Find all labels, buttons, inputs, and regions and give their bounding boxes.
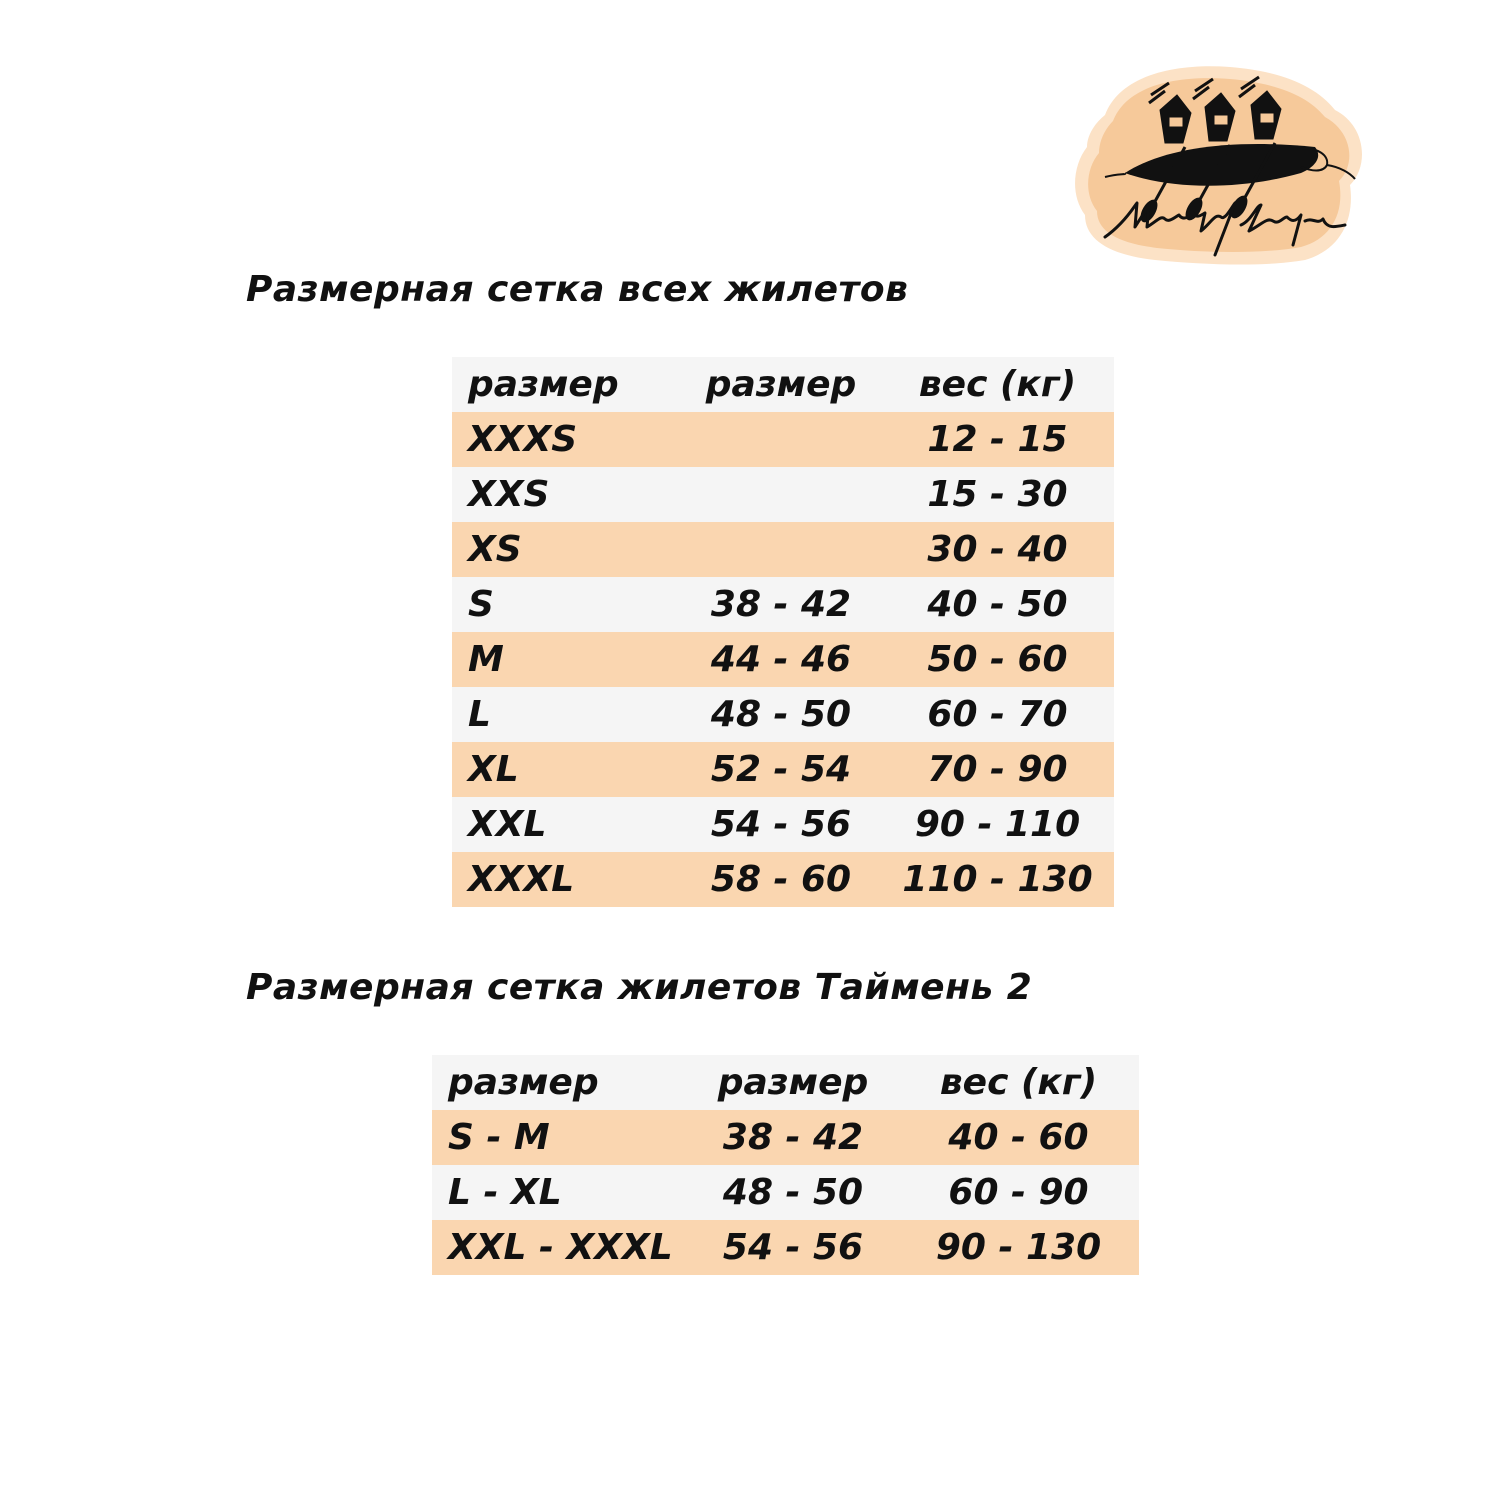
cell-size-number: 54 - 56 — [710, 804, 852, 845]
header-size-letter: размер — [468, 364, 619, 405]
table-row — [452, 467, 1114, 522]
cell-size-letter: XS — [468, 529, 522, 570]
cell-size-number: 38 - 42 — [710, 584, 852, 625]
cell-weight: 40 - 60 — [948, 1117, 1089, 1158]
cell-size-letter: S - M — [448, 1117, 550, 1158]
header-size-letter: размер — [448, 1062, 599, 1103]
header-size-number: размер — [705, 364, 857, 405]
cell-weight: 30 - 40 — [927, 529, 1068, 570]
brand-logo — [1065, 55, 1370, 270]
table-header-row — [452, 357, 1114, 412]
cell-size-number: 44 - 46 — [710, 639, 852, 680]
cell-size-number: 48 - 50 — [710, 694, 852, 735]
cell-weight: 70 - 90 — [927, 749, 1068, 790]
cell-size-letter: L - XL — [448, 1172, 562, 1213]
size-chart-all-vests — [452, 357, 1114, 907]
cell-weight: 50 - 60 — [927, 639, 1068, 680]
cell-size-number: 54 - 56 — [722, 1227, 864, 1268]
cell-size-letter: S — [468, 584, 494, 625]
cell-size-letter: XXXL — [468, 859, 575, 900]
cell-weight: 90 - 110 — [914, 804, 1081, 845]
cell-weight: 12 - 15 — [927, 419, 1068, 460]
cell-size-letter: XL — [468, 749, 519, 790]
table-row — [452, 522, 1114, 577]
cell-weight: 60 - 90 — [948, 1172, 1089, 1213]
table-row — [452, 577, 1114, 632]
cell-weight: 15 - 30 — [927, 474, 1068, 515]
table-header-row — [432, 1055, 1139, 1110]
cell-size-letter: XXL - XXXL — [448, 1227, 673, 1268]
table-row — [432, 1165, 1139, 1220]
cell-size-number: 48 - 50 — [722, 1172, 864, 1213]
header-weight: вес (кг) — [939, 1062, 1098, 1103]
cell-size-letter: M — [468, 639, 504, 680]
table-row — [432, 1220, 1139, 1275]
cell-size-letter: XXXS — [468, 419, 578, 460]
cell-weight: 110 - 130 — [902, 859, 1093, 900]
cell-size-number — [681, 522, 881, 577]
table-row — [452, 687, 1114, 742]
header-size-number: размер — [717, 1062, 869, 1103]
size-chart-taimen-vests — [432, 1055, 1139, 1275]
cell-weight: 40 - 50 — [927, 584, 1068, 625]
cell-size-letter: L — [468, 694, 491, 735]
table-row — [452, 412, 1114, 467]
cell-size-letter: XXL — [468, 804, 547, 845]
cell-weight: 90 - 130 — [935, 1227, 1102, 1268]
cell-size-number: 38 - 42 — [722, 1117, 864, 1158]
section-title-taimen-vests: Размерная сетка жилетов Таймень 2 — [246, 967, 1033, 1008]
section-title-all-vests: Размерная сетка всех жилетов — [246, 269, 909, 310]
cell-size-number: 58 - 60 — [710, 859, 852, 900]
table-row — [452, 742, 1114, 797]
table-row — [452, 852, 1114, 907]
cell-size-number: 52 - 54 — [710, 749, 852, 790]
cell-weight: 60 - 70 — [927, 694, 1068, 735]
cell-size-number — [681, 467, 881, 522]
cell-size-number — [681, 412, 881, 467]
table-row — [452, 797, 1114, 852]
header-weight: вес (кг) — [918, 364, 1077, 405]
table-row — [452, 632, 1114, 687]
table-row — [432, 1110, 1139, 1165]
cell-size-letter: XXS — [468, 474, 550, 515]
